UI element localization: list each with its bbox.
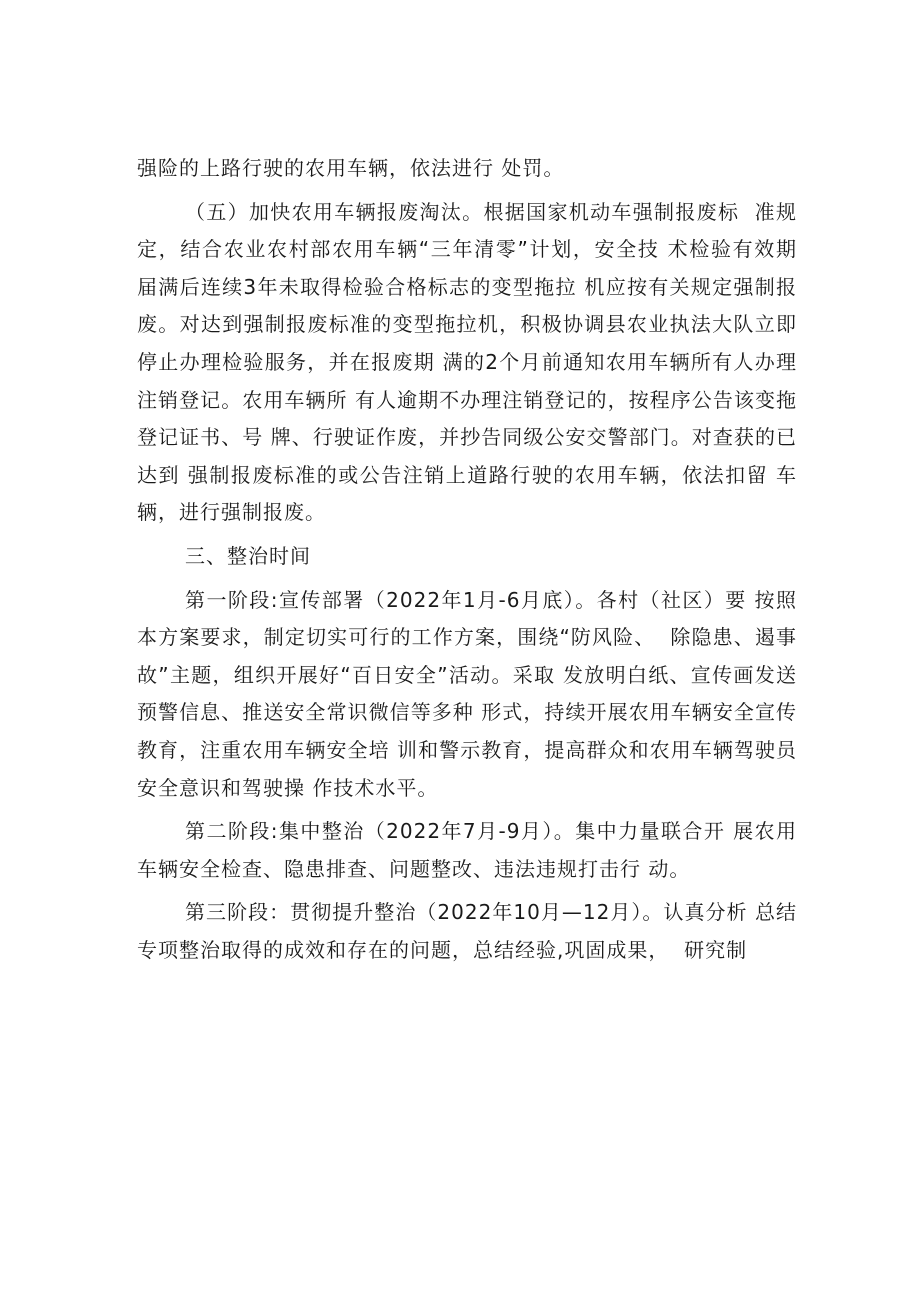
paragraph-stage-one: 第一阶段:宣传部署（2022年1月-6月底）。各村（社区）要 按照本方案要求，制定切实可行的工作方案，围绕“防风险、 除隐患、遏事故”主题，组织开展好“百日安全”活动。采取 发放明白纸、宣传画发送预警信息、推送安全常识微信等多种 形式，持续开展农用车辆安全宣传教育，注重农用车辆安全培 训和警示教育，提高群众和农用车辆驾驶员安全意识和驾驶操 作技术水平。 xyxy=(137,587,797,800)
paragraph-stage-three: 第三阶段：贯彻提升整治（2022年10月—12月）。认真分析 总结专项整治取得的成效和存在的问题，总结经验,巩固成果， 研究制 xyxy=(137,900,797,962)
section-heading-rectification-time: 三、整治时间 xyxy=(185,543,311,568)
paragraph-continuation: 强险的上路行驶的农用车辆，依法进行 处罚。 xyxy=(137,156,565,180)
document-body xyxy=(137,150,797,969)
paragraph-stage-two: 第二阶段:集中整治（2022年7月-9月）。集中力量联合开 展农用车辆安全检查、隐患排查、问题整改、违法违规打击行 动。 xyxy=(137,819,797,881)
paragraph-scrapping: （五）加快农用车辆报废淘汰。根据国家机动车强制报废标 准规定，结合农业农村部农用车辆“三年清零”计划，安全技 术检验有效期届满后连续3年未取得检验合格标志的变型拖拉 机应按有关规定强制报废。对达到强制报废标准的变型拖拉机，积极协调县农业执法大队立即停止办理检验服务，并在报废期 满的2个月前通知农用车辆所有人办理注销登记。农用车辆所 有人逾期不办理注销登记的，按程序公告该变拖登记证书、号 牌、行驶证作废，并抄告同级公安交警部门。对查获的已达到 强制报废标准的或公告注销上道路行驶的农用车辆，依法扣留 车辆，进行强制报废。 xyxy=(137,199,797,525)
